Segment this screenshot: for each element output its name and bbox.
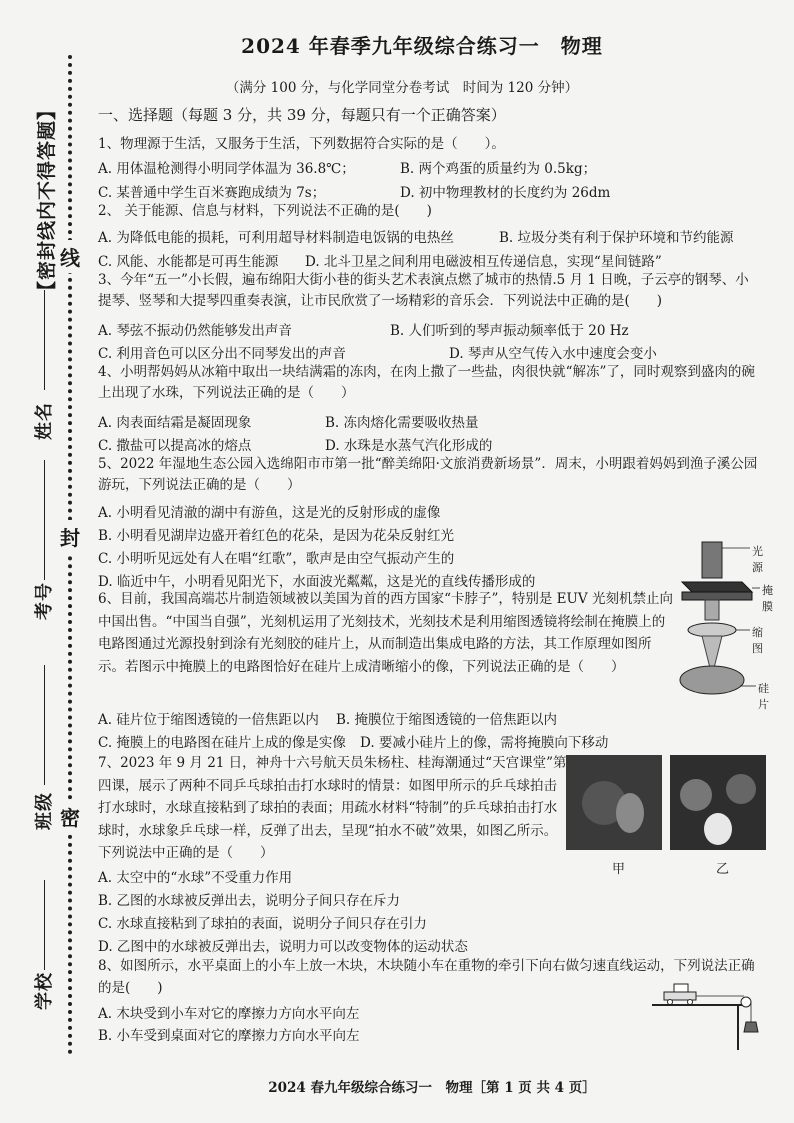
question-2-option-d[interactable]: D. 北斗卫星之间利用电磁波相互传递信息，实现“星间链路”: [305, 254, 662, 270]
field-label-class: 班级: [34, 792, 55, 830]
field-line-name[interactable]: [44, 290, 45, 390]
question-4-option-d[interactable]: D. 水珠是水蒸气汽化形成的: [325, 438, 493, 454]
figure-label-jia: 甲: [612, 862, 626, 877]
question-1-option-c[interactable]: C. 某普通中学生百米赛跑成绩为 7s；: [98, 185, 326, 201]
cart-pulley-figure: [652, 980, 762, 1052]
question-4-option-b[interactable]: B. 冻肉熔化需要吸收热量: [325, 415, 479, 431]
question-6-option-a[interactable]: A. 硅片位于缩图透镜的一倍焦距以内: [98, 712, 319, 728]
question-2-option-a[interactable]: A. 为降低电能的损耗，可利用超导材料制造电饭锅的电热丝: [98, 230, 454, 246]
figure-label-wafer: 硅片: [758, 682, 769, 711]
light-beam-shape: [705, 600, 719, 620]
page-title: 2024 年春季九年级综合练习一 物理: [241, 34, 603, 58]
figure-label-yi: 乙: [716, 862, 730, 877]
question-2-option-c[interactable]: C. 风能、水能都是可再生能源: [98, 254, 279, 270]
question-5-option-a[interactable]: A. 小明看见清澈的湖中有游鱼，这是光的反射形成的虚像: [98, 505, 441, 521]
field-label-name: 姓名: [34, 402, 55, 440]
question-6-option-b[interactable]: B. 掩膜位于缩图透镜的一倍焦距以内: [336, 712, 558, 728]
question-7-option-b[interactable]: B. 乙图的水球被反弹出去，说明分子间只存在斥力: [98, 893, 401, 909]
question-7-stem: 7、2023 年 9 月 21 日，神舟十六号航天员朱杨柱、桂海潮通过“天宫课堂”第四课，展示了两种不同乒乓球拍击打水球时的情景：如图甲所示的乒乓球拍击打水球时，水球直接粘到了球拍的表面；用疏水材料“特制”的乒乓球拍击打水球时，水球象乒乓球一样，反弹了出去，呈现“拍水不破”效果，如图乙所示。下列说法中正确的是（ ）: [98, 755, 567, 861]
question-7-option-d[interactable]: D. 乙图中的水球被反弹出去，说明力可以改变物体的运动状态: [98, 939, 468, 955]
binding-margin: [0, 0, 92, 1123]
question-1-option-d[interactable]: D. 初中物理教材的长度约为 26dm: [400, 185, 611, 201]
question-3-option-c[interactable]: C. 利用音色可以区分出不同琴发出的声音: [98, 346, 346, 362]
page-subtitle: （满分 100 分，与化学同堂分卷考试 时间为 120 分钟）: [225, 80, 579, 96]
seal-char-mi: 密: [58, 800, 82, 833]
figure-label-mask: 掩膜: [762, 584, 773, 613]
question-2-option-b[interactable]: B. 垃圾分类有利于保护环境和节约能源: [499, 230, 734, 246]
wood-block-shape: [674, 984, 688, 992]
field-line-exam-number[interactable]: [44, 460, 45, 580]
question-3-option-a[interactable]: A. 琴弦不振动仍然能够发出声音: [98, 323, 292, 339]
figure-label-light-source: 光源: [752, 545, 763, 574]
seal-char-feng: 封: [58, 520, 82, 553]
question-3-option-d[interactable]: D. 琴声从空气传入水中速度会变小: [449, 346, 657, 362]
question-8-option-a[interactable]: A. 木块受到小车对它的摩擦力方向水平向左: [98, 1006, 360, 1022]
reduction-lens-shape: [688, 623, 736, 637]
cart-shape: [664, 992, 696, 1000]
question-5-option-b[interactable]: B. 小明看见湖岸边盛开着红色的花朵，是因为花朵反射红光: [98, 528, 455, 544]
field-label-exam-number: 考号: [34, 582, 55, 620]
figure-label-lens: 缩图: [752, 626, 763, 655]
question-1-stem: 1、物理源于生活，又服务于生活，下列数据符合实际的是（ ）。: [98, 136, 505, 152]
focused-beam-shape: [702, 636, 722, 668]
seal-dotted-line: [68, 55, 72, 1055]
question-8-option-b[interactable]: B. 小车受到桌面对它的摩擦力方向水平向左: [98, 1028, 360, 1044]
seal-notice: 【密封线内不得答题】: [36, 99, 58, 300]
question-7-option-a[interactable]: A. 太空中的“水球”不受重力作用: [98, 870, 293, 886]
question-4-option-c[interactable]: C. 撒盐可以提高冰的熔点: [98, 438, 252, 454]
question-3-stem: 3、今年“五一”小长假，遍布绵阳大街小巷的街头艺术表演点燃了城市的热情.5 月 1 日晚，子云亭的钢琴、小提琴、竖琴和大提琴四重奏表演，让市民欣赏了一场精彩的音乐会．下列说法中正确的是( ): [98, 272, 749, 309]
field-line-class[interactable]: [44, 665, 45, 785]
question-5-option-d[interactable]: D. 临近中午，小明看见阳光下，水面波光粼粼，这是光的直线传播形成的: [98, 574, 536, 590]
question-3-option-b[interactable]: B. 人们听到的琴声振动频率低于 20 Hz: [390, 323, 629, 339]
wafer-shape: [680, 666, 744, 694]
seal-char-xian: 线: [58, 240, 82, 273]
question-6-option-c[interactable]: C. 掩膜上的电路图在硅片上成的像是实像: [98, 735, 346, 751]
question-5-stem: 5、2022 年湿地生态公园入选绵阳市市第一批“醉美绵阳·文旅消费新场景”．周末，小明跟着妈妈到渔子溪公园游玩，下列说法正确的是（ ）: [98, 456, 758, 493]
weight-shape: [744, 1022, 758, 1032]
question-1-option-b[interactable]: B. 两个鸡蛋的质量约为 0.5kg；: [400, 161, 597, 177]
question-2-stem: 2、 关于能源、信息与材料，下列说法不正确的是( ): [98, 203, 432, 219]
mask-shape: [682, 582, 752, 592]
space-water-ball-photos: [566, 755, 766, 850]
question-7-option-c[interactable]: C. 水球直接粘到了球拍的表面，说明分子间只存在引力: [98, 916, 427, 932]
question-6-stem: 6、目前，我国高端芯片制造领域被以美国为首的西方国家“卡脖子”，特别是 EUV 光刻机禁止向中国出售。“中国当自强”，光刻机运用了光刻技术，光刻技术是利用缩图透镜将绘制在掩膜上的电路图通过光源投射到涂有光刻胶的硅片上，从而制造出集成电路的方法，其工作原理如图所示。若图示中掩膜上的电路图恰好在硅片上成清晰缩小的像，下列说法正确的是（ ）: [98, 591, 673, 675]
question-6-option-d[interactable]: D. 要减小硅片上的像，需将掩膜向下移动: [360, 735, 609, 751]
field-line-school[interactable]: [44, 880, 45, 970]
light-source-shape: [702, 542, 722, 578]
page-footer: 2024 春九年级综合练习一 物理［第 1 页 共 4 页］: [268, 1080, 596, 1096]
question-4-option-a[interactable]: A. 肉表面结霜是凝固现象: [98, 415, 252, 431]
question-1-option-a[interactable]: A. 用体温枪测得小明同学体温为 36.8℃；: [98, 161, 355, 177]
question-4-stem: 4、小明帮妈妈从冰箱中取出一块结满霜的冻肉，在肉上撒了一些盐，肉很快就“解冻”了，同时观察到盛肉的碗上出现了水珠，下列说法正确的是（ ）: [98, 364, 755, 401]
field-label-school: 学校: [34, 972, 55, 1010]
mask-base-shape: [682, 592, 752, 600]
question-5-option-c[interactable]: C. 小明听见远处有人在唱“红歌”，歌声是由空气振动产生的: [98, 551, 455, 567]
pulley-shape: [741, 997, 751, 1007]
question-8-stem: 8、如图所示，水平桌面上的小车上放一木块，木块随小车在重物的牵引下向右做匀速直线运动，下列说法正确的是( ): [98, 958, 755, 996]
section-heading: 一、选择题（每题 3 分，共 39 分，每题只有一个正确答案）: [98, 106, 506, 124]
